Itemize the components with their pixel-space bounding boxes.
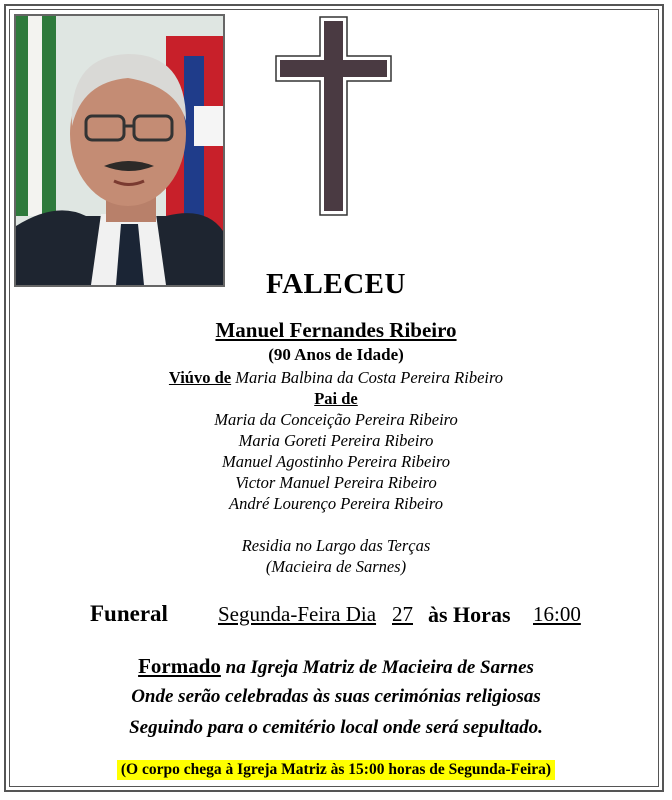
age: (90 Anos de Idade) — [268, 345, 404, 364]
child-name: Maria da Conceição Pereira Ribeiro — [214, 410, 458, 429]
deceased-name: Manuel Fernandes Ribeiro — [215, 318, 457, 342]
spouse-name: Maria Balbina da Costa Pereira Ribeiro — [235, 368, 504, 387]
widower-line — [0, 367, 672, 388]
child-name: Victor Manuel Pereira Ribeiro — [235, 473, 437, 492]
father-of-label: Pai de — [314, 389, 358, 408]
arrival-note: (O corpo chega à Igreja Matriz às 15:00 horas de Segunda-Feira) — [117, 760, 555, 780]
funeral-time: 16:00 — [533, 602, 581, 626]
ceremony-label: Formado — [138, 654, 221, 678]
portrait-photo — [14, 14, 225, 287]
child-name: André Lourenço Pereira Ribeiro — [228, 494, 443, 513]
headline: FALECEU — [266, 268, 406, 300]
christian-cross-icon — [275, 16, 392, 216]
funeral-label: Funeral — [90, 601, 168, 626]
ceremony-place: na Igreja Matriz de Macieira de Sarnes — [225, 657, 534, 678]
ceremony-line-3: Seguindo para o cemitério local onde será sepultado. — [129, 717, 543, 738]
funeral-hours-label: às Horas — [428, 602, 511, 627]
residence-line-2: (Macieira de Sarnes) — [265, 557, 407, 576]
ceremony-line-1 — [0, 654, 672, 679]
arrival-note-wrap — [0, 760, 672, 780]
funeral-day: Segunda-Feira Dia — [218, 602, 377, 626]
widower-label: Viúvo de — [168, 368, 232, 387]
ceremony-line-2: Onde serão celebradas às suas cerimónias religiosas — [131, 686, 541, 707]
residence-line-1: Residia no Largo das Terças — [241, 536, 431, 555]
funeral-day-number: 27 — [392, 602, 413, 626]
cross-fill — [280, 21, 387, 211]
funeral-line — [0, 602, 672, 632]
child-name: Manuel Agostinho Pereira Ribeiro — [221, 452, 451, 471]
child-name: Maria Goreti Pereira Ribeiro — [238, 431, 434, 450]
